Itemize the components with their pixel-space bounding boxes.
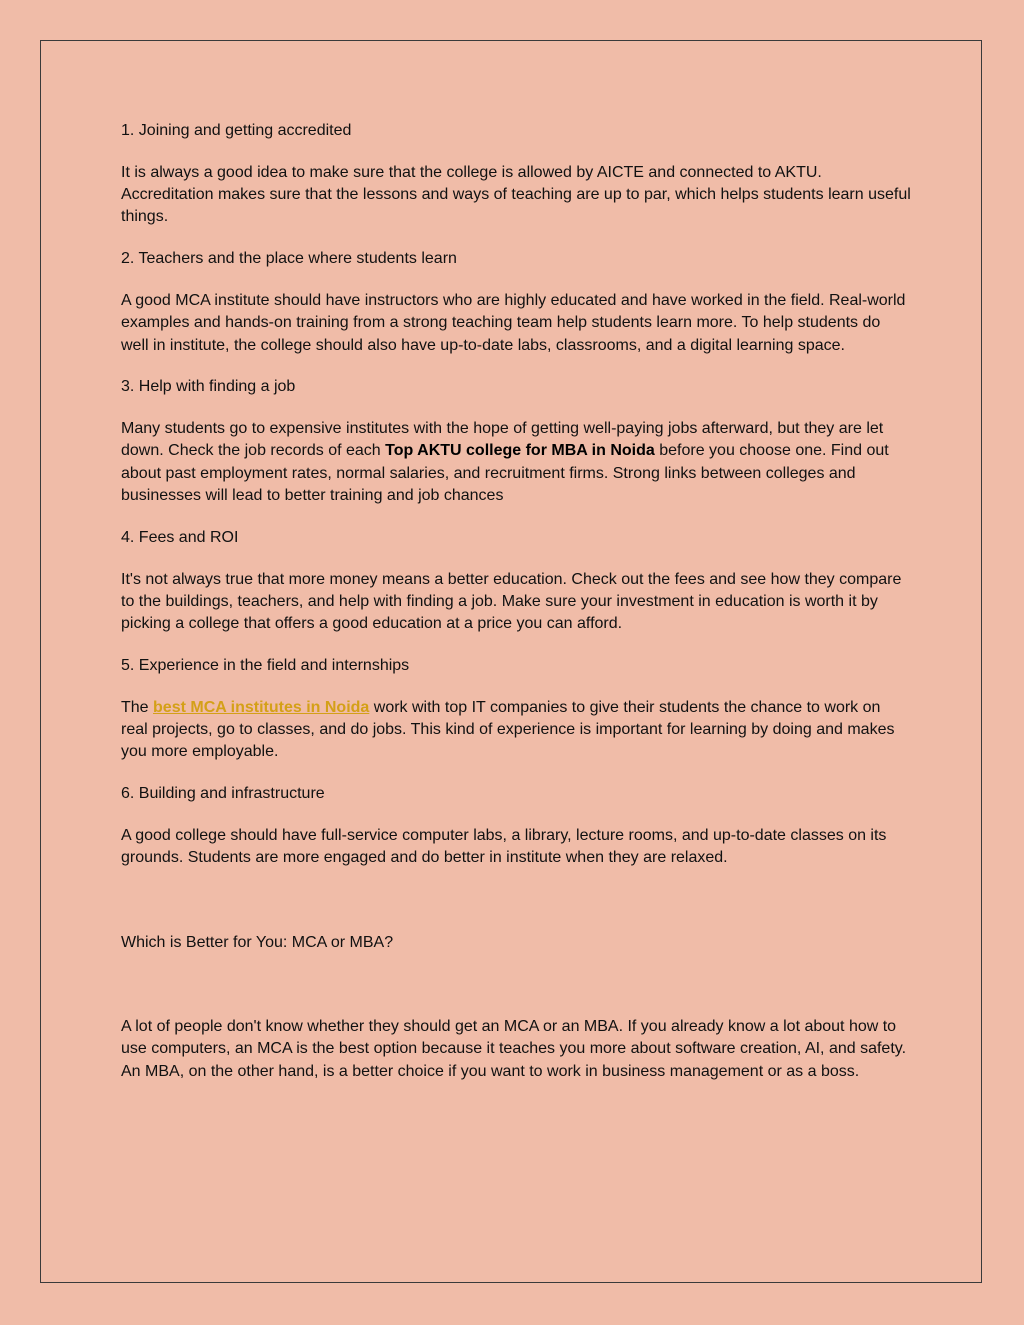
section-6-heading: 6. Building and infrastructure [121, 785, 325, 803]
mca-institutes-link[interactable]: best MCA institutes in Noida [153, 698, 370, 716]
section-3-heading: 3. Help with finding a job [121, 378, 296, 396]
section-5-heading: 5. Experience in the field and internships [121, 657, 410, 675]
section-3-body [121, 418, 911, 507]
section-1-heading: 1. Joining and getting accredited [121, 122, 352, 139]
compare-heading: Which is Better for You: MCA or MBA? [121, 933, 394, 951]
section-6-body: A good college should have full-service computer labs, a library, lecture rooms, and up-to-date classes on its grounds. Students are more engaged and do better in institute when they are relaxed. [121, 827, 887, 867]
section-2-body: A good MCA institute should have instructors who are highly educated and have worked in the field. Real-world examples and hands-on training from a strong teaching team help students learn more. To help students do well in institute, the college should also have up-to-date labs, classrooms, and a digital learning space. [121, 291, 906, 354]
section-4-heading: 4. Fees and ROI [121, 528, 239, 546]
section-1-body: It is always a good idea to make sure that the college is allowed by AICTE and connected to AKTU. Accreditation makes sure that the lessons and ways of teaching are up to par, which helps students learn useful things. [121, 163, 911, 226]
section-2-heading: 2. Teachers and the place where students learn [121, 250, 457, 268]
compare-body: A lot of people don't know whether they should get an MCA or an MBA. If you already know a lot about how to use computers, an MCA is the best option because it teaches you more about software creation, AI, and safety. An MBA, on the other hand, is a better choice if you want to work in business management or as a boss. [121, 1017, 907, 1080]
document-content [121, 120, 911, 1102]
document-page [40, 40, 982, 1283]
section-3-body-bold: Top AKTU college for MBA in Noida [385, 442, 655, 460]
section-3-body-post: before you choose one. Find out about past employment rates, normal salaries, and recruitment firms. Strong links between colleges and businesses will lead to better training and job chances [121, 442, 889, 505]
section-5-body-post: work with top IT companies to give their students the chance to work on real projects, go to classes, and do jobs. This kind of experience is important for learning by doing and makes you more employable. [121, 698, 895, 761]
section-3-body-pre: Many students go to expensive institutes with the hope of getting well-paying jobs afterward, but they are let down. Check the job records of each [121, 420, 884, 460]
section-4-body: It's not always true that more money means a better education. Check out the fees and see how they compare to the buildings, teachers, and help with finding a job. Make sure your investment in education is worth it by picking a college that offers a good education at a price you can afford. [121, 570, 902, 633]
section-5-body-pre: The [121, 698, 154, 716]
section-5-body [121, 697, 911, 764]
